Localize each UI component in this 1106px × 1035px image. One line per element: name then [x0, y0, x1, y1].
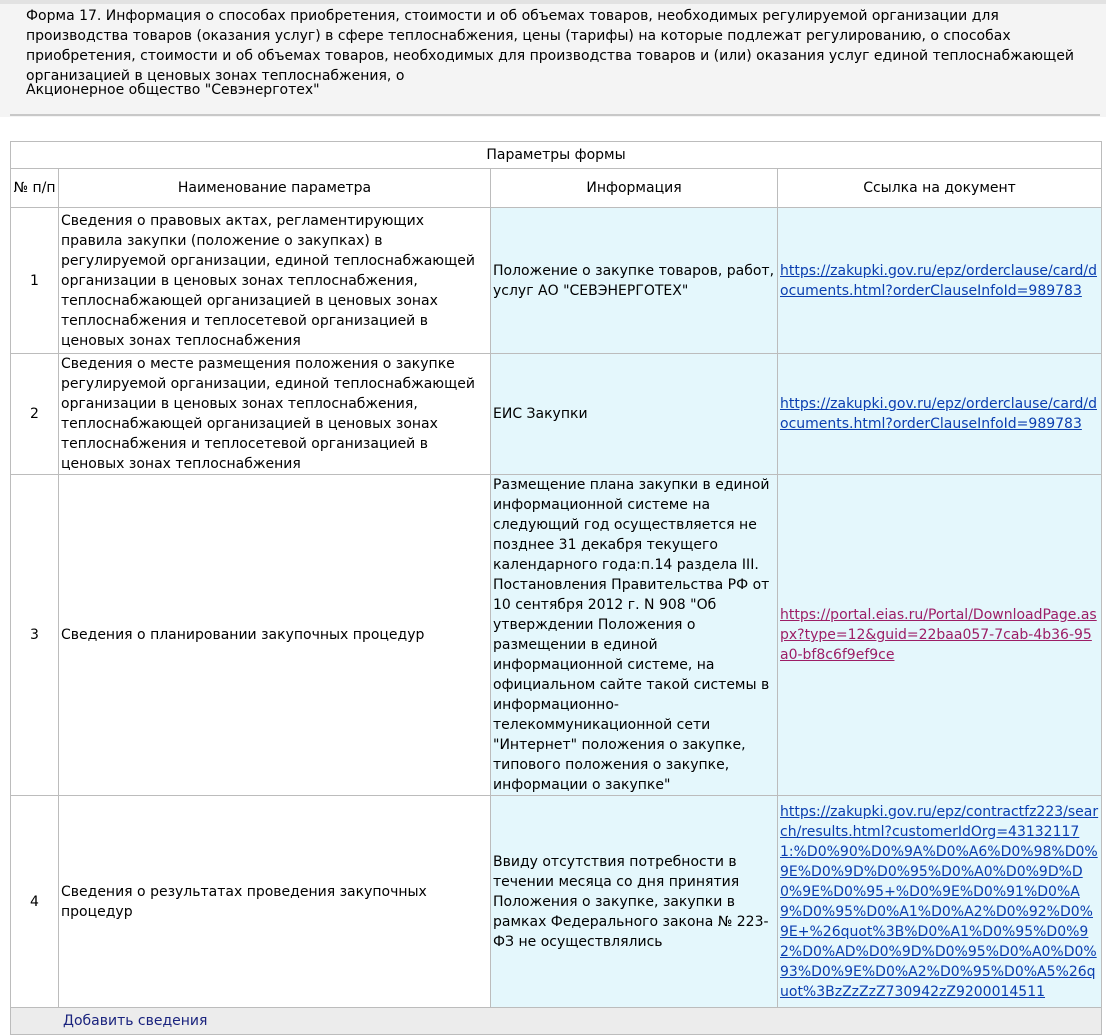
parameter-info: Размещение плана закупки в единой информационной системе на следующий год осуществляется не позднее 31 декабря текущего календарного года:п.14 раздела III. Постановления Правительства РФ от 10 сентября 2012 г. N 908 "Об утверждении Положения о размещении в единой информационной системе, на официальном сайте такой системы в информационно-телекоммуникационной сети "Интернет" положения о закупке, типового положения о закупке, информации о закупке" [491, 475, 778, 796]
table-row [11, 796, 1102, 1008]
parameter-name: Сведения о планировании закупочных процедур [59, 475, 491, 796]
document-link[interactable]: https://zakupki.gov.ru/epz/contractfz223/search/results.html?customerIdOrg=431321171:%D0%90%D0%9A%D0%A6%D0%98%D0%9E%D0%9D%D0%95%D0%A0%D0%9D%D0%9E%D0%95+%D0%9E%D0%91%D0%A9%D0%95%D0%A1%D0%A2%D0%92%D0%9E+%26quot%3B%D0%A1%D0%95%D0%92%D0%AD%D0%9D%D0%95%D0%A0%D0%93%D0%9E%D0%A2%D0%95%D0%A5%26quot%3BzZzZzZ730942zZ9200014511 [780, 803, 1099, 1000]
table-row [11, 208, 1102, 354]
form-header [0, 0, 1106, 117]
params-table [10, 141, 1102, 1035]
column-header-info: Информация [491, 169, 778, 208]
document-link[interactable]: https://portal.eias.ru/Portal/DownloadPage.aspx?type=12&guid=22baa057-7cab-4b36-95a0-bf8c6f9ef9ce [780, 607, 1097, 663]
document-link[interactable]: https://zakupki.gov.ru/epz/orderclause/card/documents.html?orderClauseInfoId=989783 [780, 262, 1097, 299]
form-title: Форма 17. Информация о способах приобретения, стоимости и об объемах товаров, необходимых регулируемой организации для производства товаров (оказания услуг) в сфере теплоснабжения, цены (тарифы) на которые подлежат регулированию, о способах приобретения, стоимости и об объемах товаров, необходимых для производства товаров и (или) оказания услуг единой теплоснабжающей организацией в ценовых зонах теплоснабжения, о [26, 8, 1074, 84]
add-info-link[interactable]: Добавить сведения [63, 1013, 208, 1029]
table-footer-row [11, 1008, 1102, 1035]
column-header-name: Наименование параметра [59, 169, 491, 208]
table-row [11, 354, 1102, 475]
parameter-name: Сведения о месте размещения положения о закупке регулируемой организации, единой теплоснабжающей организации в ценовых зонах теплоснабжения, теплоснабжающей организацией в ценовых зонах теплоснабжения и теплосетевой организацией в ценовых зонах теплоснабжения [59, 354, 491, 475]
table-caption: Параметры формы [11, 142, 1102, 169]
row-number: 3 [11, 475, 59, 796]
table-header-row [11, 169, 1102, 208]
document-link[interactable]: https://zakupki.gov.ru/epz/orderclause/card/documents.html?orderClauseInfoId=989783 [780, 396, 1097, 432]
document-link-cell [778, 796, 1102, 1008]
document-link-cell [778, 208, 1102, 354]
parameter-info: Положение о закупке товаров, работ, услуг АО "СЕВЭНЕРГОТЕХ" [491, 208, 778, 354]
column-header-link: Ссылка на документ [778, 169, 1102, 208]
column-header-num: № п/п [11, 169, 59, 208]
add-info-cell [11, 1008, 1102, 1035]
parameter-info: Ввиду отсутствия потребности в течении месяца со дня принятия Положения о закупке, закупки в рамках Федерального закона № 223-ФЗ не осуществлялись [491, 796, 778, 1008]
row-number: 2 [11, 354, 59, 475]
table-row [11, 475, 1102, 796]
row-number: 1 [11, 208, 59, 354]
parameter-name: Сведения о результатах проведения закупочных процедур [59, 796, 491, 1008]
document-link-cell [778, 354, 1102, 475]
row-number: 4 [11, 796, 59, 1008]
document-link-cell [778, 475, 1102, 796]
header-divider [10, 114, 1100, 116]
parameter-info: ЕИС Закупки [491, 354, 778, 475]
organization-name: Акционерное общество "Севэнерготех" [26, 82, 320, 98]
parameter-name: Сведения о правовых актах, регламентирующих правила закупки (положение о закупках) в регулируемой организации, единой теплоснабжающей организации в ценовых зонах теплоснабжения, теплоснабжающей организацией в ценовых зонах теплоснабжения и теплосетевой организацией в ценовых зонах теплоснабжения [59, 208, 491, 354]
